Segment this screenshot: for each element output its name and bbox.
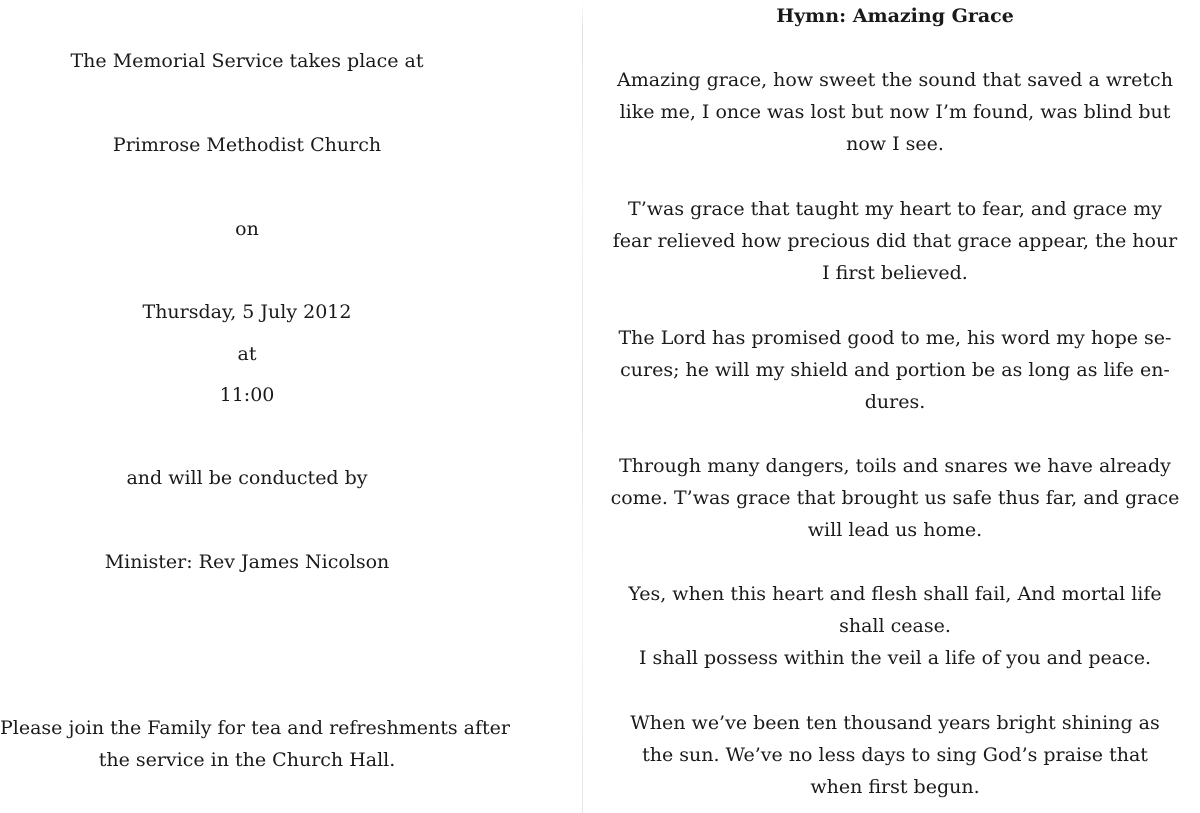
stanza-line: now I see. xyxy=(846,133,944,155)
stanza-line: Through many dangers, toils and snares we have already xyxy=(619,455,1171,477)
stanza-line: cures; he will my shield and portion be as long as life en- xyxy=(620,359,1170,381)
page-fold-divider xyxy=(582,0,583,813)
left-page xyxy=(0,0,580,813)
refreshments-notice xyxy=(0,712,510,776)
church-name: Primrose Methodist Church xyxy=(112,134,382,156)
hymn-stanza xyxy=(590,193,1200,289)
stanza-line: The Lord has promised good to me, his word my hope se- xyxy=(618,327,1172,349)
notice-line: Please join the Family for tea and refreshments after xyxy=(0,717,510,739)
on-word: on xyxy=(235,218,259,240)
stanza-line: dures. xyxy=(864,391,926,413)
notice-line: the service in the Church Hall. xyxy=(98,749,396,771)
conducted-by: and will be conducted by xyxy=(126,467,368,489)
service-intro: The Memorial Service takes place at xyxy=(70,50,424,72)
stanza-line: like me, I once was lost but now I’m found, was blind but xyxy=(619,101,1171,123)
right-page xyxy=(590,0,1200,813)
stanza-line: when first begun. xyxy=(810,776,980,798)
stanza-line: T’was grace that taught my heart to fear, and grace my xyxy=(628,198,1162,220)
service-time: 11:00 xyxy=(219,384,275,406)
hymn-title: Hymn: Amazing Grace xyxy=(776,5,1014,27)
hymn-stanza xyxy=(590,707,1200,803)
stanza-line: fear relieved how precious did that grace appear, the hour xyxy=(612,230,1178,252)
stanza-line: When we’ve been ten thousand years bright shining as xyxy=(630,712,1160,734)
stanza-line: Amazing grace, how sweet the sound that saved a wretch xyxy=(617,69,1173,91)
service-date: Thursday, 5 July 2012 xyxy=(142,301,352,323)
stanza-line: I shall possess within the veil a life of you and peace. xyxy=(638,647,1152,669)
hymn-stanza xyxy=(590,64,1200,160)
stanza-line: I first believed. xyxy=(822,262,968,284)
stanza-line: will lead us home. xyxy=(807,519,983,541)
hymn-stanza xyxy=(590,578,1200,674)
stanza-line: the sun. We’ve no less days to sing God’s praise that xyxy=(642,744,1148,766)
stanza-line: shall cease. xyxy=(839,615,951,637)
stanza-line: come. T’was grace that brought us safe thus far, and grace xyxy=(610,487,1180,509)
stanza-line: Yes, when this heart and flesh shall fail, And mortal life xyxy=(628,583,1162,605)
at-word: at xyxy=(237,343,257,365)
minister-name: Minister: Rev James Nicolson xyxy=(104,551,390,573)
hymn-stanza xyxy=(590,450,1200,546)
hymn-stanza xyxy=(590,322,1200,418)
